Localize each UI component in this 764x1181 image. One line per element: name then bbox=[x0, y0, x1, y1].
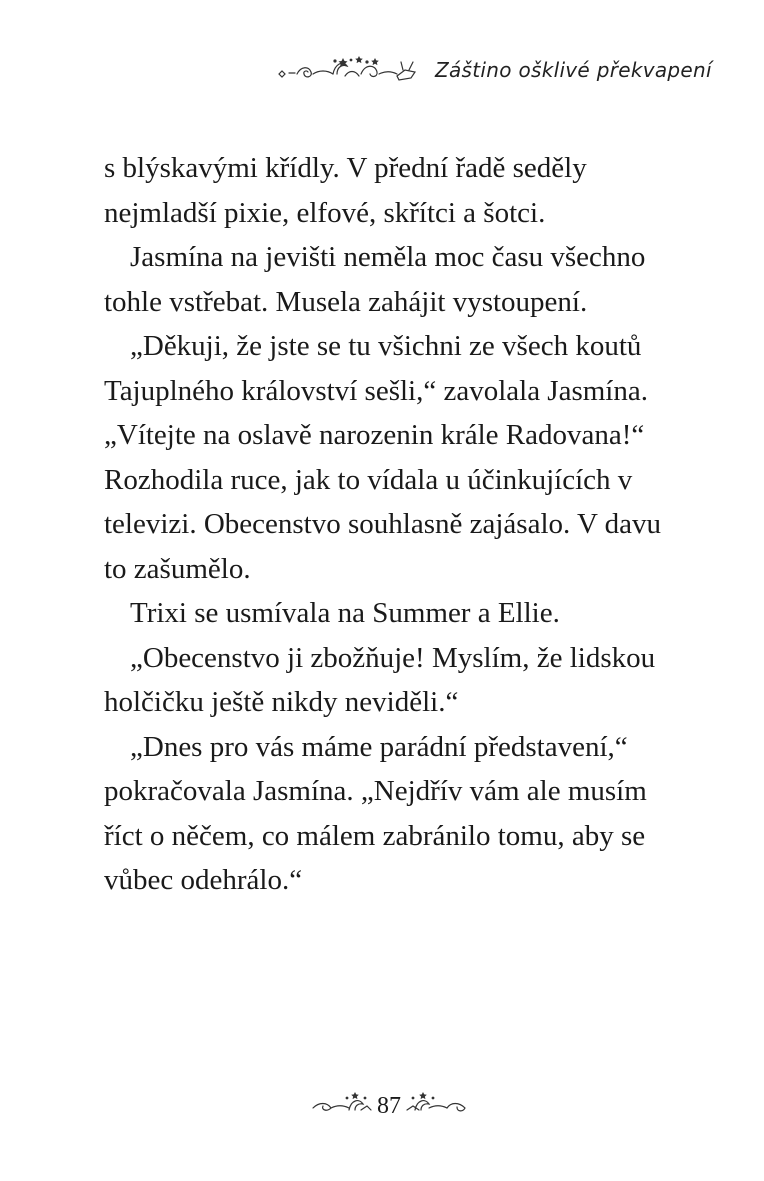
paragraph-6: „Dnes pro vás máme parádní představení,“ pokračovala Jasmína. „Nejdřív vám ale musím říct o něčem, co málem zabránilo tomu, aby se vůbec odehrálo.“ bbox=[104, 730, 647, 896]
folio bbox=[307, 1086, 471, 1126]
running-title: Záštino ošklivé překvapení bbox=[435, 58, 712, 82]
flourish-stars-icon bbox=[275, 52, 423, 88]
flourish-right-icon bbox=[405, 1088, 469, 1124]
paragraph-1: s blýskavými křídly. V přední řadě seděly nejmladší pixie, elfové, skřítci a šotci. bbox=[104, 152, 587, 229]
flourish-left-icon bbox=[309, 1088, 373, 1124]
paragraph-2: Jasmína na jevišti neměla moc času všechno tohle vstřebat. Musela zahájit vystoupení. bbox=[104, 241, 646, 318]
page-number: 87 bbox=[377, 1092, 401, 1119]
paragraph-5: „Obecenstvo ji zbožňuje! Myslím, že lidskou holčičku ještě nikdy neviděli.“ bbox=[104, 641, 656, 718]
paragraph-3: „Děkuji, že jste se tu všichni ze všech koutů Tajuplného království sešli,“ zavolala Jasmína. „Vítejte na oslavě narozenin krále Radovana!“ Rozhodila ruce, jak to vídala u účinkujících v televizi. Obecenstvo souhlasně zajásalo. V davu to zašumělo. bbox=[104, 330, 662, 585]
body-text bbox=[104, 146, 664, 903]
running-head bbox=[275, 50, 712, 90]
paragraph-4: Trixi se usmívala na Summer a Ellie. bbox=[130, 597, 560, 629]
